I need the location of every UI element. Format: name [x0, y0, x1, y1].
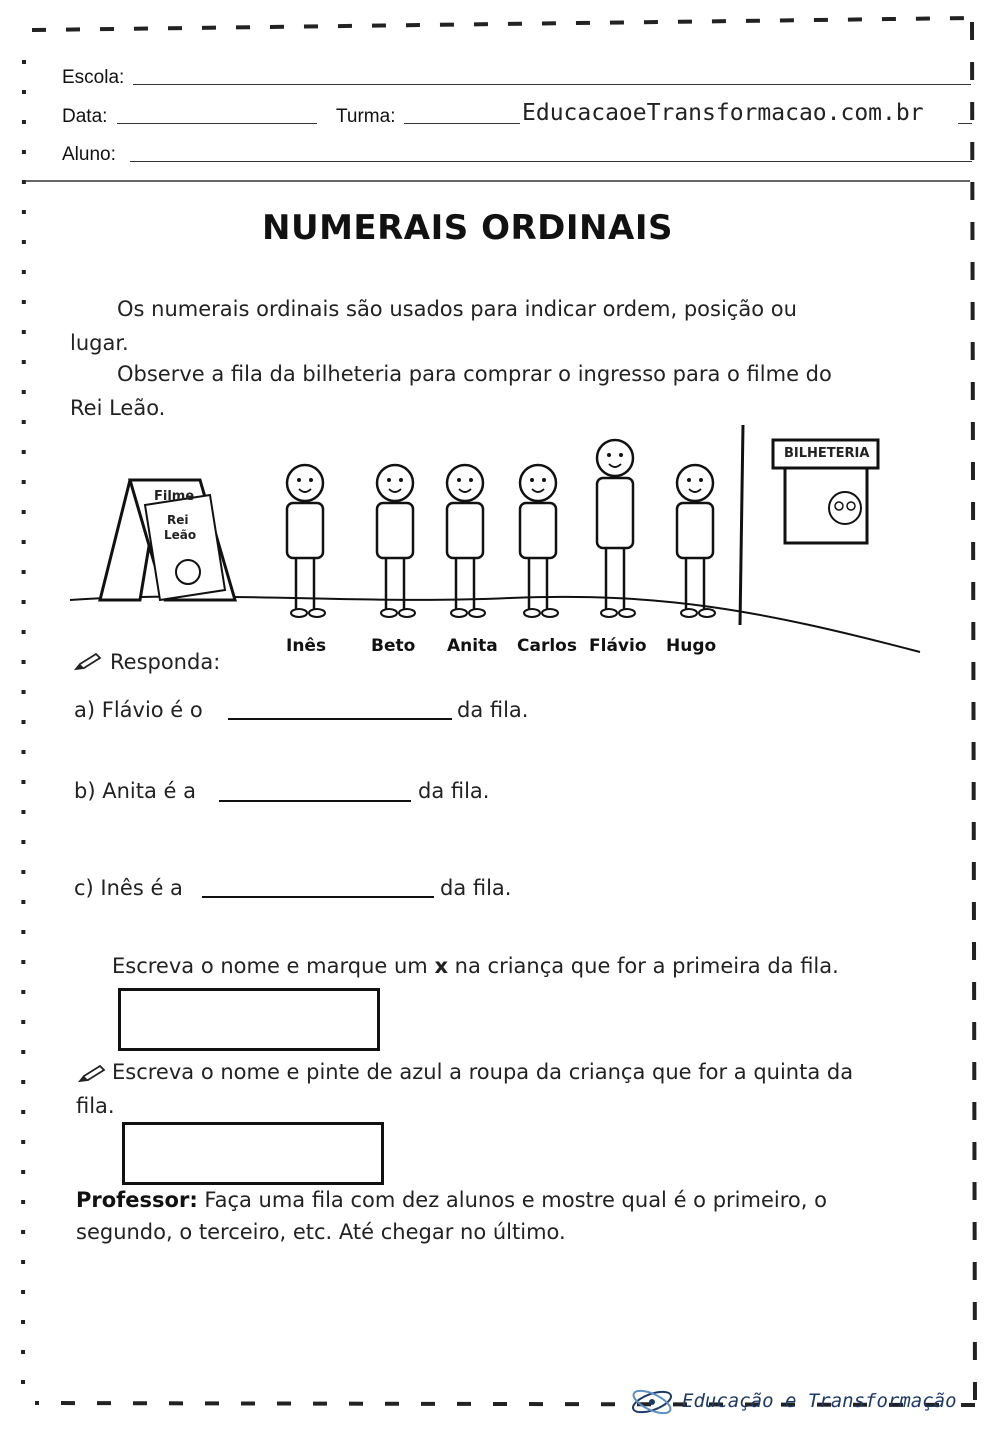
- child-name-anita: Anita: [447, 636, 498, 656]
- task1-text-after: na criança que for a primeira da fila.: [454, 954, 839, 978]
- student-field[interactable]: [130, 161, 972, 162]
- intro-p2-line1: Observe a fila da bilheteria para comprar o ingresso para o filme do: [117, 362, 832, 386]
- question-c-answer-line[interactable]: [202, 896, 434, 898]
- child-name-carlos: Carlos: [517, 636, 577, 656]
- task1-text-before: Escreva o nome e marque um: [112, 954, 428, 978]
- professor-note-line1: [76, 1188, 827, 1212]
- date-label: Data:: [62, 106, 108, 127]
- class-field-end: [958, 123, 972, 124]
- school-label: Escola:: [62, 67, 125, 88]
- child-figure-flávio: [597, 440, 635, 617]
- child-figure-beto: [377, 465, 415, 617]
- brand-logo-icon: [628, 1385, 676, 1419]
- intro-p2-line2: Rei Leão.: [70, 396, 166, 420]
- footer-brand: Educação e Transformação: [682, 1390, 957, 1412]
- task1-answer-box[interactable]: [118, 988, 380, 1051]
- class-label: Turma:: [336, 106, 396, 127]
- children-figures: [287, 440, 715, 617]
- task1-mark: x: [434, 954, 448, 978]
- question-c-prefix: c) Inês é a: [74, 876, 183, 900]
- task2-answer-box[interactable]: [122, 1122, 384, 1185]
- sign-text-filme: Filme: [154, 489, 195, 504]
- question-b-answer-line[interactable]: [219, 800, 411, 802]
- child-name-hugo: Hugo: [666, 636, 717, 656]
- child-figure-carlos: [520, 465, 558, 617]
- student-label: Aluno:: [62, 144, 116, 165]
- pencil-icon: [78, 1064, 106, 1084]
- child-name-ines: Inês: [286, 636, 327, 656]
- page-title: NUMERAIS ORDINAIS: [262, 208, 673, 248]
- professor-text-line1: Faça uma fila com dez alunos e mostre qual é o primeiro, o: [204, 1188, 827, 1212]
- child-figure-hugo: [677, 465, 715, 617]
- booth-sign: BILHETERIA: [784, 446, 870, 461]
- task2-line2: fila.: [76, 1094, 115, 1118]
- question-c-suffix: da fila.: [440, 876, 512, 900]
- clerk-icon: [829, 492, 861, 524]
- child-figure-anita: [447, 465, 485, 617]
- lion-icon: [176, 560, 200, 584]
- question-b-suffix: da fila.: [418, 779, 490, 803]
- sign-text-rei: Rei: [167, 513, 189, 527]
- class-field[interactable]: [404, 123, 520, 124]
- child-name-flavio: Flávio: [589, 636, 647, 656]
- question-b-prefix: b) Anita é a: [74, 779, 196, 803]
- task2-line1: Escreva o nome e pinte de azul a roupa da criança que for a quinta da: [112, 1060, 854, 1084]
- child-figure-inês: [287, 465, 325, 617]
- intro-p1-line2: lugar.: [70, 331, 129, 355]
- date-field[interactable]: [117, 123, 317, 124]
- child-name-beto: Beto: [371, 636, 416, 656]
- professor-label: Professor:: [76, 1188, 198, 1212]
- website-url: EducacaoeTransformacao.com.br: [522, 100, 924, 126]
- respond-label: Responda:: [110, 650, 221, 674]
- sign-text-leao: Leão: [164, 528, 197, 542]
- question-a-prefix: a) Flávio é o: [74, 698, 203, 722]
- pencil-icon: [74, 652, 102, 672]
- professor-note-line2: segundo, o terceiro, etc. Até chegar no último.: [76, 1220, 566, 1244]
- task1-instruction: [112, 954, 839, 978]
- question-a-answer-line[interactable]: [228, 718, 452, 720]
- school-field[interactable]: [133, 84, 971, 85]
- question-a-suffix: da fila.: [457, 698, 529, 722]
- intro-p1-line1: Os numerais ordinais são usados para indicar ordem, posição ou: [117, 297, 797, 321]
